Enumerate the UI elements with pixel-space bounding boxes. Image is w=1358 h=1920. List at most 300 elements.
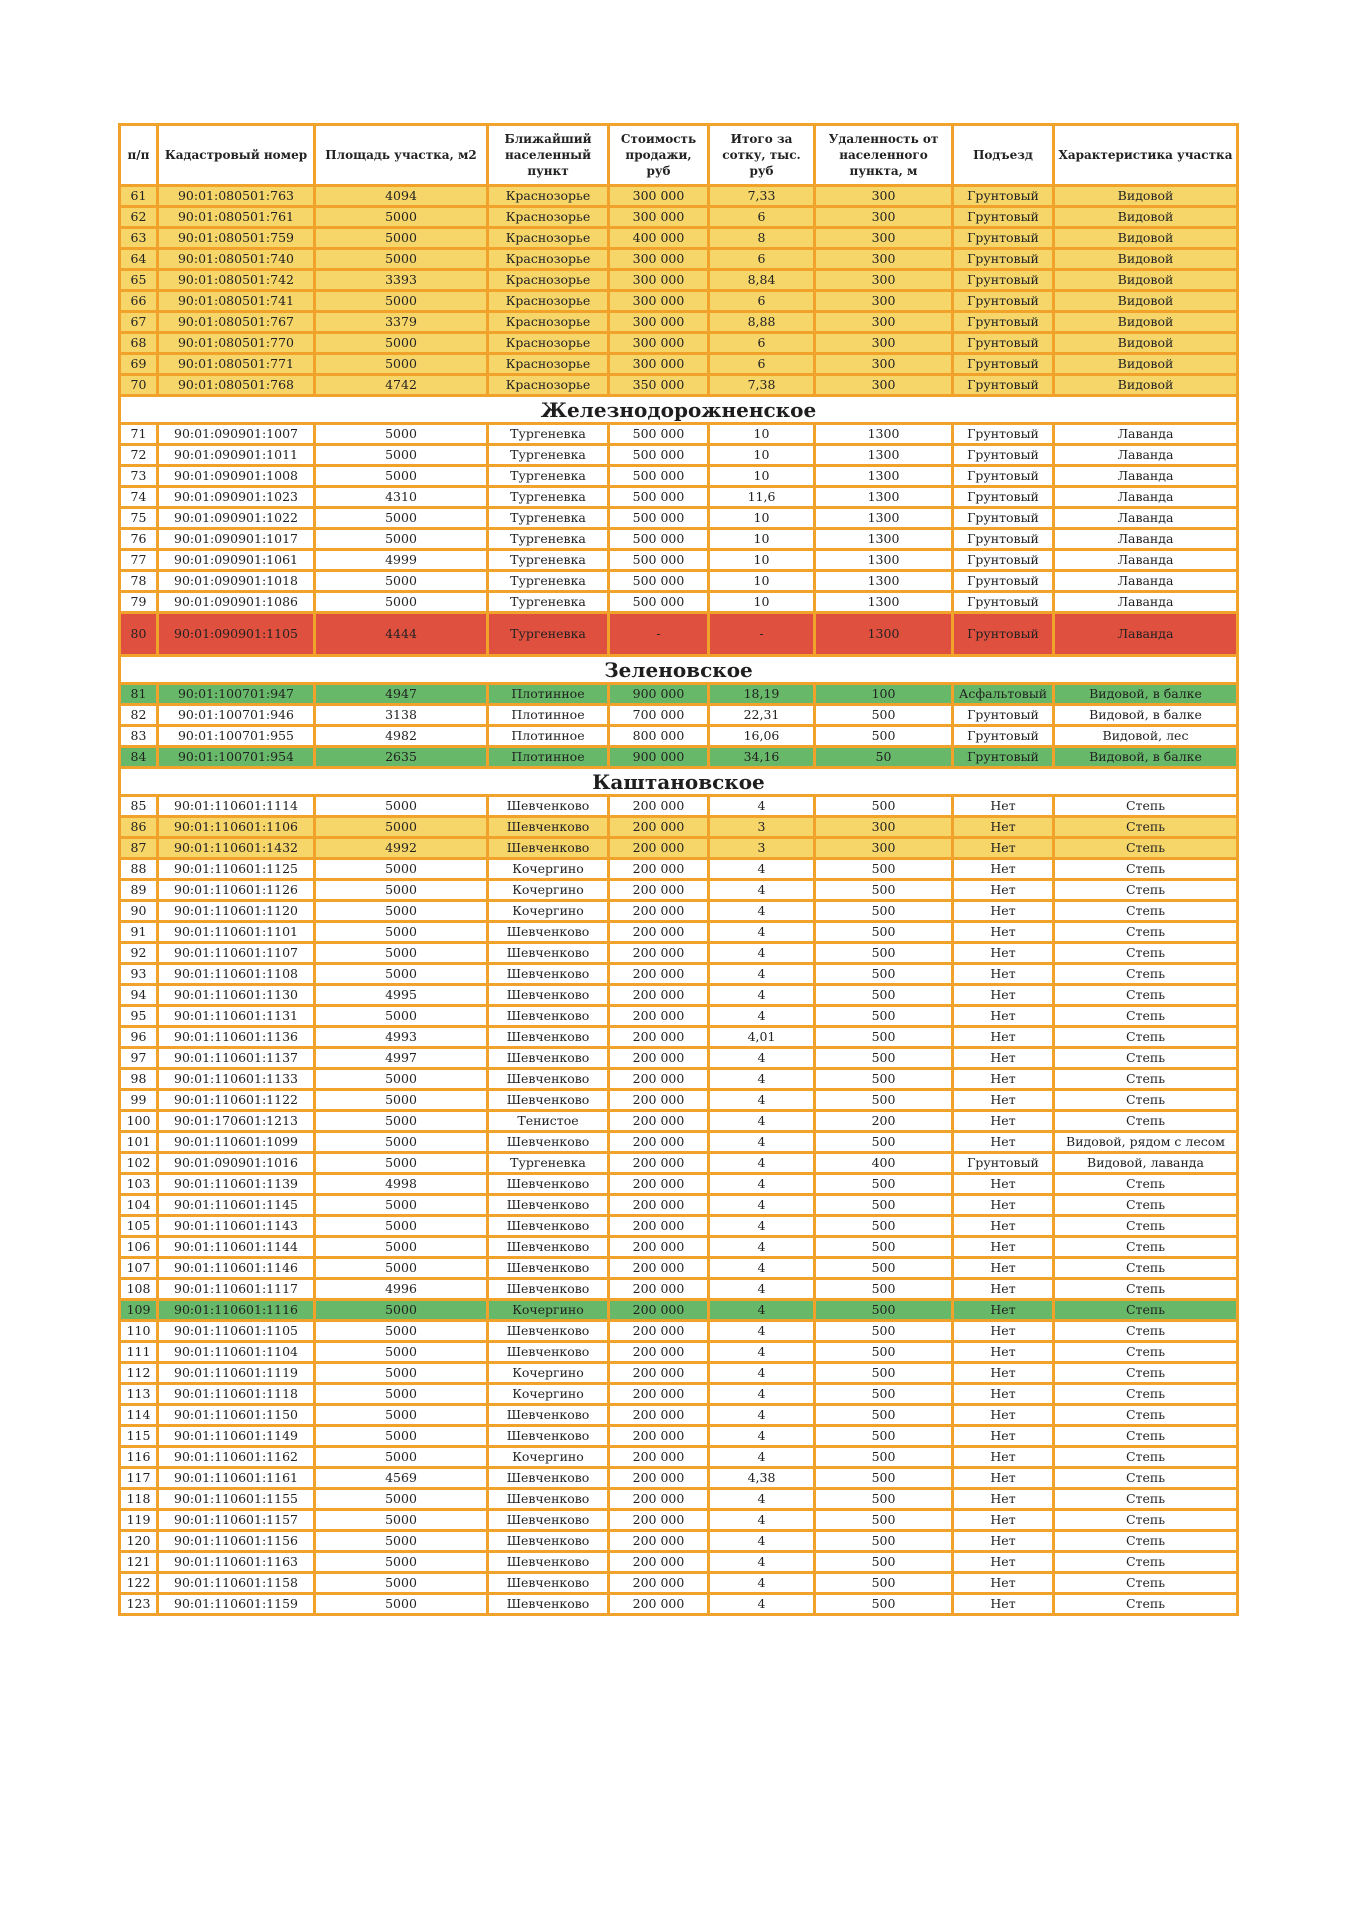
- cell-access: Грунтовый: [953, 312, 1054, 333]
- cell-characteristic: Лаванда: [1054, 592, 1238, 613]
- cell-area: 3138: [315, 705, 488, 726]
- cell-distance: 1300: [815, 613, 953, 656]
- cell-characteristic: Степь: [1054, 1216, 1238, 1237]
- cell-area: 5000: [315, 1069, 488, 1090]
- cell-per-sotka: 4: [709, 1363, 815, 1384]
- cell-number: 91: [120, 922, 158, 943]
- cell-price: 200 000: [609, 922, 709, 943]
- cell-cadastral: 90:01:110601:1162: [158, 1447, 315, 1468]
- table-row: [120, 424, 1238, 445]
- cell-characteristic: Видовой: [1054, 354, 1238, 375]
- cell-access: Нет: [953, 922, 1054, 943]
- table-row: [120, 1510, 1238, 1531]
- table-row: [120, 1552, 1238, 1573]
- cell-cadastral: 90:01:080501:741: [158, 291, 315, 312]
- table-row: [120, 985, 1238, 1006]
- cell-cadastral: 90:01:110601:1133: [158, 1069, 315, 1090]
- cell-area: 5000: [315, 466, 488, 487]
- table-row: [120, 1258, 1238, 1279]
- cell-access: Нет: [953, 943, 1054, 964]
- cell-characteristic: Лаванда: [1054, 508, 1238, 529]
- cell-access: Нет: [953, 1279, 1054, 1300]
- header-cell-price: Стоимость продажи, руб: [609, 125, 709, 186]
- cell-distance: 500: [815, 1531, 953, 1552]
- cell-characteristic: Степь: [1054, 1048, 1238, 1069]
- cell-price: 200 000: [609, 1426, 709, 1447]
- cell-per-sotka: 7,38: [709, 375, 815, 396]
- cell-access: Нет: [953, 1489, 1054, 1510]
- cell-distance: 500: [815, 1594, 953, 1615]
- cell-distance: 500: [815, 1489, 953, 1510]
- cell-cadastral: 90:01:110601:1149: [158, 1426, 315, 1447]
- cell-distance: 500: [815, 901, 953, 922]
- cell-distance: 500: [815, 922, 953, 943]
- cell-cadastral: 90:01:110601:1145: [158, 1195, 315, 1216]
- cell-per-sotka: 4: [709, 1174, 815, 1195]
- cell-access: Нет: [953, 1111, 1054, 1132]
- cell-area: 4742: [315, 375, 488, 396]
- cell-area: 5000: [315, 1258, 488, 1279]
- table-row: [120, 1237, 1238, 1258]
- cell-distance: 500: [815, 943, 953, 964]
- table-row: [120, 838, 1238, 859]
- cell-cadastral: 90:01:080501:759: [158, 228, 315, 249]
- cell-access: Грунтовый: [953, 726, 1054, 747]
- table-row: [120, 1111, 1238, 1132]
- cell-price: 200 000: [609, 1279, 709, 1300]
- cell-characteristic: Степь: [1054, 1258, 1238, 1279]
- cell-price: 500 000: [609, 529, 709, 550]
- header-cell-cadastral: Кадастровый номер: [158, 125, 315, 186]
- cell-price: 200 000: [609, 1027, 709, 1048]
- cell-access: Грунтовый: [953, 186, 1054, 207]
- cell-number: 63: [120, 228, 158, 249]
- cell-price: 200 000: [609, 1468, 709, 1489]
- cell-price: 300 000: [609, 207, 709, 228]
- cell-access: Нет: [953, 1384, 1054, 1405]
- cell-characteristic: Степь: [1054, 1069, 1238, 1090]
- cell-area: 5000: [315, 1342, 488, 1363]
- cell-per-sotka: 4: [709, 1258, 815, 1279]
- cell-cadastral: 90:01:110601:1105: [158, 1321, 315, 1342]
- cell-number: 68: [120, 333, 158, 354]
- cell-price: 500 000: [609, 487, 709, 508]
- cell-price: -: [609, 613, 709, 656]
- cell-access: Нет: [953, 1300, 1054, 1321]
- cell-price: 200 000: [609, 1174, 709, 1195]
- cell-access: Нет: [953, 1216, 1054, 1237]
- cell-number: 74: [120, 487, 158, 508]
- cell-number: 85: [120, 796, 158, 817]
- cell-area: 5000: [315, 943, 488, 964]
- cell-per-sotka: 10: [709, 571, 815, 592]
- cell-area: 5000: [315, 1111, 488, 1132]
- table-row: [120, 1153, 1238, 1174]
- cell-per-sotka: 4,01: [709, 1027, 815, 1048]
- cell-cadastral: 90:01:100701:946: [158, 705, 315, 726]
- table-row: [120, 550, 1238, 571]
- cell-per-sotka: 8,84: [709, 270, 815, 291]
- cell-access: Асфальтовый: [953, 684, 1054, 705]
- cell-area: 4995: [315, 985, 488, 1006]
- cell-number: 67: [120, 312, 158, 333]
- cell-access: Нет: [953, 1573, 1054, 1594]
- cell-area: 4997: [315, 1048, 488, 1069]
- cell-price: 500 000: [609, 508, 709, 529]
- cell-number: 76: [120, 529, 158, 550]
- table-row: [120, 1006, 1238, 1027]
- cell-number: 66: [120, 291, 158, 312]
- cell-number: 71: [120, 424, 158, 445]
- cell-area: 5000: [315, 1006, 488, 1027]
- cell-settlement: Шевченково: [488, 943, 609, 964]
- cell-settlement: Шевченково: [488, 1006, 609, 1027]
- cell-cadastral: 90:01:110601:1108: [158, 964, 315, 985]
- table-row: [120, 705, 1238, 726]
- cell-area: 5000: [315, 859, 488, 880]
- cell-number: 92: [120, 943, 158, 964]
- cell-area: 5000: [315, 1153, 488, 1174]
- cell-per-sotka: 4: [709, 1447, 815, 1468]
- cell-characteristic: Видовой: [1054, 291, 1238, 312]
- cell-settlement: Кочергино: [488, 859, 609, 880]
- cell-per-sotka: 4: [709, 1048, 815, 1069]
- cell-number: 70: [120, 375, 158, 396]
- cell-characteristic: Степь: [1054, 1384, 1238, 1405]
- cell-characteristic: Степь: [1054, 1300, 1238, 1321]
- table-row: [120, 1384, 1238, 1405]
- cell-characteristic: Степь: [1054, 1027, 1238, 1048]
- section-title: Каштановское: [120, 768, 1238, 796]
- cell-number: 103: [120, 1174, 158, 1195]
- cell-price: 200 000: [609, 1111, 709, 1132]
- cell-access: Нет: [953, 1090, 1054, 1111]
- header-cell-settlement: Ближайший населенный пункт: [488, 125, 609, 186]
- cell-settlement: Шевченково: [488, 817, 609, 838]
- cell-characteristic: Видовой: [1054, 270, 1238, 291]
- cell-per-sotka: 4: [709, 1132, 815, 1153]
- cell-price: 200 000: [609, 838, 709, 859]
- cell-number: 112: [120, 1363, 158, 1384]
- cell-access: Грунтовый: [953, 529, 1054, 550]
- cell-cadastral: 90:01:110601:1120: [158, 901, 315, 922]
- cell-cadastral: 90:01:110601:1118: [158, 1384, 315, 1405]
- cell-cadastral: 90:01:080501:742: [158, 270, 315, 291]
- cell-settlement: Краснозорье: [488, 228, 609, 249]
- cell-distance: 500: [815, 1363, 953, 1384]
- cell-access: Нет: [953, 838, 1054, 859]
- cell-area: 5000: [315, 1510, 488, 1531]
- cell-number: 77: [120, 550, 158, 571]
- cell-characteristic: Видовой: [1054, 228, 1238, 249]
- cell-number: 99: [120, 1090, 158, 1111]
- cell-number: 114: [120, 1405, 158, 1426]
- cell-cadastral: 90:01:110601:1157: [158, 1510, 315, 1531]
- cell-distance: 500: [815, 1048, 953, 1069]
- cell-cadastral: 90:01:110601:1155: [158, 1489, 315, 1510]
- cell-access: Грунтовый: [953, 705, 1054, 726]
- cell-distance: 500: [815, 1258, 953, 1279]
- cell-settlement: Шевченково: [488, 1531, 609, 1552]
- cell-access: Грунтовый: [953, 424, 1054, 445]
- cell-area: 4569: [315, 1468, 488, 1489]
- cell-access: Нет: [953, 1174, 1054, 1195]
- cell-access: Нет: [953, 1363, 1054, 1384]
- cell-characteristic: Видовой: [1054, 333, 1238, 354]
- section-title: Зеленовское: [120, 656, 1238, 684]
- cell-cadastral: 90:01:110601:1136: [158, 1027, 315, 1048]
- cell-distance: 1300: [815, 571, 953, 592]
- cell-cadastral: 90:01:110601:1125: [158, 859, 315, 880]
- table-row: [120, 1132, 1238, 1153]
- cell-area: 4998: [315, 1174, 488, 1195]
- cell-cadastral: 90:01:080501:740: [158, 249, 315, 270]
- cell-per-sotka: 4: [709, 964, 815, 985]
- cell-per-sotka: 4: [709, 922, 815, 943]
- cell-access: Грунтовый: [953, 747, 1054, 768]
- table-row: [120, 726, 1238, 747]
- section-title: Железнодорожненское: [120, 396, 1238, 424]
- table-row: [120, 1363, 1238, 1384]
- cell-per-sotka: 3: [709, 817, 815, 838]
- cell-settlement: Краснозорье: [488, 375, 609, 396]
- cell-price: 200 000: [609, 1216, 709, 1237]
- cell-distance: 500: [815, 1174, 953, 1195]
- cell-area: 5000: [315, 1447, 488, 1468]
- cell-price: 200 000: [609, 1405, 709, 1426]
- cell-number: 93: [120, 964, 158, 985]
- table-row: [120, 1174, 1238, 1195]
- cell-price: 400 000: [609, 228, 709, 249]
- cell-access: Нет: [953, 1195, 1054, 1216]
- cell-characteristic: Степь: [1054, 1405, 1238, 1426]
- cell-access: Грунтовый: [953, 333, 1054, 354]
- cell-settlement: Шевченково: [488, 1321, 609, 1342]
- cell-per-sotka: 3: [709, 838, 815, 859]
- cell-area: 5000: [315, 1552, 488, 1573]
- cell-characteristic: Степь: [1054, 922, 1238, 943]
- cell-number: 62: [120, 207, 158, 228]
- cell-characteristic: Степь: [1054, 943, 1238, 964]
- cell-settlement: Тургеневка: [488, 571, 609, 592]
- cell-characteristic: Степь: [1054, 901, 1238, 922]
- cell-settlement: Тургеневка: [488, 529, 609, 550]
- cell-cadastral: 90:01:080501:768: [158, 375, 315, 396]
- cell-cadastral: 90:01:090901:1007: [158, 424, 315, 445]
- cell-number: 120: [120, 1531, 158, 1552]
- cell-area: 5000: [315, 1594, 488, 1615]
- cell-number: 94: [120, 985, 158, 1006]
- cell-distance: 500: [815, 796, 953, 817]
- cell-access: Грунтовый: [953, 508, 1054, 529]
- table-row: [120, 445, 1238, 466]
- cell-distance: 500: [815, 1237, 953, 1258]
- cell-per-sotka: 4: [709, 1111, 815, 1132]
- cell-per-sotka: 10: [709, 550, 815, 571]
- cell-per-sotka: 8: [709, 228, 815, 249]
- cell-distance: 500: [815, 1405, 953, 1426]
- cell-settlement: Шевченково: [488, 796, 609, 817]
- cell-price: 200 000: [609, 985, 709, 1006]
- cell-cadastral: 90:01:090901:1017: [158, 529, 315, 550]
- cell-area: 5000: [315, 1531, 488, 1552]
- cell-area: 5000: [315, 445, 488, 466]
- cell-settlement: Кочергино: [488, 1300, 609, 1321]
- cell-price: 200 000: [609, 796, 709, 817]
- cell-price: 200 000: [609, 1132, 709, 1153]
- cell-access: Грунтовый: [953, 249, 1054, 270]
- cell-cadastral: 90:01:110601:1143: [158, 1216, 315, 1237]
- header-cell-distance: Удаленность от населенного пункта, м: [815, 125, 953, 186]
- table-row: [120, 466, 1238, 487]
- cell-access: Нет: [953, 1237, 1054, 1258]
- cell-cadastral: 90:01:100701:947: [158, 684, 315, 705]
- table-body: [120, 186, 1238, 1615]
- cell-price: 300 000: [609, 312, 709, 333]
- cell-number: 89: [120, 880, 158, 901]
- cell-number: 118: [120, 1489, 158, 1510]
- cell-settlement: Тургеневка: [488, 466, 609, 487]
- cell-settlement: Тургеневка: [488, 424, 609, 445]
- cell-settlement: Плотинное: [488, 684, 609, 705]
- cell-distance: 300: [815, 312, 953, 333]
- cell-characteristic: Степь: [1054, 1237, 1238, 1258]
- cell-per-sotka: 22,31: [709, 705, 815, 726]
- cell-distance: 300: [815, 838, 953, 859]
- cell-number: 95: [120, 1006, 158, 1027]
- cell-access: Нет: [953, 1531, 1054, 1552]
- table-row: [120, 1216, 1238, 1237]
- cell-characteristic: Степь: [1054, 1447, 1238, 1468]
- cell-cadastral: 90:01:110601:1131: [158, 1006, 315, 1027]
- cell-distance: 1300: [815, 529, 953, 550]
- cell-per-sotka: 16,06: [709, 726, 815, 747]
- cell-price: 200 000: [609, 901, 709, 922]
- cell-per-sotka: 34,16: [709, 747, 815, 768]
- cell-characteristic: Степь: [1054, 1510, 1238, 1531]
- cell-price: 200 000: [609, 859, 709, 880]
- cell-number: 86: [120, 817, 158, 838]
- cell-access: Нет: [953, 1048, 1054, 1069]
- cell-per-sotka: 4,38: [709, 1468, 815, 1489]
- cell-access: Нет: [953, 1342, 1054, 1363]
- header-cell-per-sotka: Итого за сотку, тыс. руб: [709, 125, 815, 186]
- cell-access: Грунтовый: [953, 375, 1054, 396]
- cell-number: 105: [120, 1216, 158, 1237]
- cell-price: 200 000: [609, 943, 709, 964]
- cell-per-sotka: 10: [709, 529, 815, 550]
- cell-settlement: Шевченково: [488, 1594, 609, 1615]
- cell-cadastral: 90:01:090901:1105: [158, 613, 315, 656]
- cell-number: 98: [120, 1069, 158, 1090]
- cell-cadastral: 90:01:110601:1159: [158, 1594, 315, 1615]
- cell-per-sotka: 4: [709, 1216, 815, 1237]
- cell-price: 350 000: [609, 375, 709, 396]
- cell-area: 5000: [315, 1405, 488, 1426]
- cell-characteristic: Степь: [1054, 1090, 1238, 1111]
- cell-number: 106: [120, 1237, 158, 1258]
- header-cell-area: Площадь участка, м2: [315, 125, 488, 186]
- cell-per-sotka: 10: [709, 592, 815, 613]
- cell-number: 122: [120, 1573, 158, 1594]
- cell-settlement: Шевченково: [488, 1174, 609, 1195]
- table-row: [120, 1195, 1238, 1216]
- cell-distance: 300: [815, 207, 953, 228]
- cell-settlement: Кочергино: [488, 901, 609, 922]
- cell-price: 200 000: [609, 1384, 709, 1405]
- cell-access: Нет: [953, 1321, 1054, 1342]
- cell-access: Грунтовый: [953, 207, 1054, 228]
- cell-cadastral: 90:01:110601:1130: [158, 985, 315, 1006]
- cell-cadastral: 90:01:110601:1119: [158, 1363, 315, 1384]
- cell-number: 109: [120, 1300, 158, 1321]
- cell-price: 200 000: [609, 1573, 709, 1594]
- cell-access: Нет: [953, 1510, 1054, 1531]
- cell-characteristic: Степь: [1054, 1195, 1238, 1216]
- table-row: [120, 1594, 1238, 1615]
- cell-price: 200 000: [609, 1489, 709, 1510]
- cell-distance: 500: [815, 1132, 953, 1153]
- cell-price: 500 000: [609, 550, 709, 571]
- cell-number: 87: [120, 838, 158, 859]
- cell-per-sotka: 4: [709, 1195, 815, 1216]
- cell-settlement: Шевченково: [488, 1489, 609, 1510]
- cell-characteristic: Степь: [1054, 880, 1238, 901]
- cell-per-sotka: 4: [709, 1237, 815, 1258]
- cell-characteristic: Видовой, в балке: [1054, 684, 1238, 705]
- cell-distance: 500: [815, 1069, 953, 1090]
- cell-price: 200 000: [609, 1237, 709, 1258]
- cell-per-sotka: 6: [709, 249, 815, 270]
- cell-area: 5000: [315, 1321, 488, 1342]
- cell-settlement: Тургеневка: [488, 487, 609, 508]
- section-row: [120, 656, 1238, 684]
- cell-cadastral: 90:01:110601:1114: [158, 796, 315, 817]
- cell-area: 4444: [315, 613, 488, 656]
- cell-characteristic: Лаванда: [1054, 487, 1238, 508]
- cell-number: 78: [120, 571, 158, 592]
- cell-distance: 300: [815, 186, 953, 207]
- table-row: [120, 1027, 1238, 1048]
- cell-number: 108: [120, 1279, 158, 1300]
- cell-number: 116: [120, 1447, 158, 1468]
- cell-settlement: Шевченково: [488, 985, 609, 1006]
- cell-per-sotka: 4: [709, 1426, 815, 1447]
- cell-settlement: Кочергино: [488, 1363, 609, 1384]
- cell-settlement: Плотинное: [488, 747, 609, 768]
- cell-settlement: Шевченково: [488, 1090, 609, 1111]
- table-row: [120, 592, 1238, 613]
- cell-cadastral: 90:01:110601:1117: [158, 1279, 315, 1300]
- cell-per-sotka: 4: [709, 1090, 815, 1111]
- cell-distance: 1300: [815, 508, 953, 529]
- cell-access: Нет: [953, 985, 1054, 1006]
- cell-per-sotka: 4: [709, 1153, 815, 1174]
- cell-access: Нет: [953, 880, 1054, 901]
- cell-characteristic: Степь: [1054, 1279, 1238, 1300]
- cell-distance: 1300: [815, 445, 953, 466]
- cell-characteristic: Видовой, лес: [1054, 726, 1238, 747]
- table-row: [120, 1573, 1238, 1594]
- cell-distance: 300: [815, 291, 953, 312]
- cell-characteristic: Степь: [1054, 1594, 1238, 1615]
- cell-distance: 500: [815, 726, 953, 747]
- cell-price: 200 000: [609, 1069, 709, 1090]
- cell-cadastral: 90:01:090901:1016: [158, 1153, 315, 1174]
- cell-per-sotka: 4: [709, 1510, 815, 1531]
- cell-distance: 500: [815, 1090, 953, 1111]
- cell-cadastral: 90:01:110601:1139: [158, 1174, 315, 1195]
